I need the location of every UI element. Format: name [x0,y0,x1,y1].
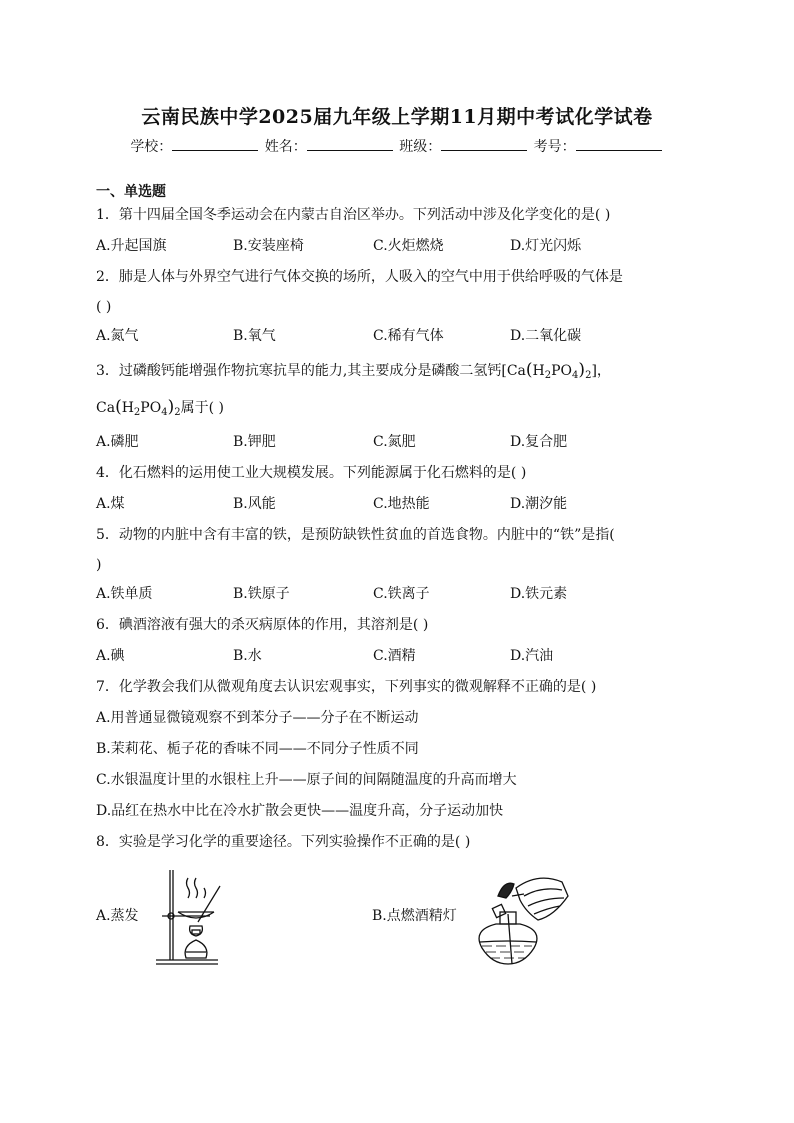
chemical-formula: $Ca(H_2PO_4)_2$ [506,360,592,381]
question-2-cont: ( ) [96,299,112,315]
question-text: 第十四届全国冬季运动会在内蒙古自治区举办。下列活动中涉及化学变化的是( ) [118,207,611,223]
question-7 [96,677,596,697]
question-3 [96,360,611,386]
option-c[interactable]: C.氮肥 [373,434,416,450]
question-5 [96,525,615,545]
option-c[interactable]: C.火炬燃烧 [373,238,444,254]
option-d[interactable]: D.二氧化碳 [510,328,582,344]
question-text: 过磷酸钙能增强作物抗寒抗旱的能力,其主要成分是磷酸二氢钙[ [118,363,507,379]
school-label: 学校： [130,139,173,155]
option-b[interactable]: B.钾肥 [233,434,276,450]
question-2 [96,267,623,287]
option-d[interactable]: D.铁元素 [510,586,568,602]
question-number: 8． [96,834,119,850]
option-a[interactable]: A.煤 [96,496,125,512]
question-text: 碘酒溶液有强大的杀灭病原体的作用，其溶剂是( ) [118,617,429,633]
option-c[interactable]: C.水银温度计里的水银柱上升——原子间的间隔随温度的升高而增大 [96,772,517,788]
question-4 [96,463,526,483]
question-8 [96,832,470,852]
option-a[interactable]: A.碘 [96,648,125,664]
option-d[interactable]: D.灯光闪烁 [510,238,582,254]
question-6 [96,615,428,635]
option-b[interactable]: B.安装座椅 [233,238,304,254]
question-number: 7． [96,679,119,695]
option-d[interactable]: D.汽油 [510,648,554,664]
name-blank[interactable] [307,138,393,151]
question-text: 属于( ) [180,400,224,416]
option-b[interactable]: B.水 [233,648,262,664]
class-blank[interactable] [441,138,527,151]
question-text: 实验是学习化学的重要途径。下列实验操作不正确的是( ) [118,834,471,850]
option-c[interactable]: C.酒精 [373,648,416,664]
question-5-cont: ) [96,557,102,573]
question-text: 肺是人体与外界空气进行气体交换的场所，人吸入的空气中用于供给呼吸的气体是 [118,269,623,285]
option-b[interactable]: B.铁原子 [233,586,290,602]
option-c[interactable]: C.稀有气体 [373,328,444,344]
option-d[interactable]: D.品红在热水中比在冷水扩散会更快——温度升高，分子运动加快 [96,803,504,819]
question-text: 化学教会我们从微观角度去认识宏观事实，下列事实的微观解释不正确的是( ) [118,679,597,695]
question-text: 动物的内脏中含有丰富的铁，是预防缺铁性贫血的首选食物。内脏中的“铁”是指( [118,527,615,543]
question-number: 2． [96,269,119,285]
question-1 [96,205,610,225]
option-a[interactable]: A.升起国旗 [96,238,167,254]
alcohol-lamp-image [468,866,572,970]
exam-number-blank[interactable] [576,138,662,151]
question-text: 化石燃料的运用使工业大规模发展。下列能源属于化石燃料的是( ) [118,465,527,481]
option-c[interactable]: C.铁离子 [373,586,430,602]
chemical-formula: $Ca(H_2PO_4)_2$ [96,397,181,418]
option-b[interactable]: B.风能 [233,496,276,512]
question-number: 6． [96,617,119,633]
question-3-cont [96,397,224,423]
option-a[interactable]: A.磷肥 [96,434,139,450]
question-text-tail: ]， [591,363,611,379]
option-d[interactable]: D.复合肥 [510,434,568,450]
option-b[interactable]: B.茉莉花、栀子花的香味不同——不同分子性质不同 [96,741,419,757]
option-a[interactable]: A.铁单质 [96,586,153,602]
section-title: 一、单选题 [96,184,166,200]
question-number: 4． [96,465,119,481]
question-number: 1． [96,207,119,223]
option-b[interactable]: B.氧气 [233,328,276,344]
class-label: 班级： [399,139,442,155]
option-a[interactable]: A.氮气 [96,328,139,344]
option-a[interactable]: A.用普通显微镜观察不到苯分子——分子在不断运动 [96,710,419,726]
option-c[interactable]: C.地热能 [373,496,430,512]
option-b[interactable]: B.点燃酒精灯 [372,908,457,924]
exam-number-label: 考号： [533,139,576,155]
option-a[interactable]: A.蒸发 [96,908,139,924]
question-number: 5． [96,527,119,543]
student-info-line [0,136,794,156]
name-label: 姓名： [264,139,307,155]
evaporation-apparatus-image [148,866,232,968]
question-number: 3． [96,363,119,379]
option-d[interactable]: D.潮汐能 [510,496,568,512]
exam-title: 云南民族中学2025届九年级上学期11月期中考试化学试卷 [141,106,653,128]
school-blank[interactable] [172,138,258,151]
